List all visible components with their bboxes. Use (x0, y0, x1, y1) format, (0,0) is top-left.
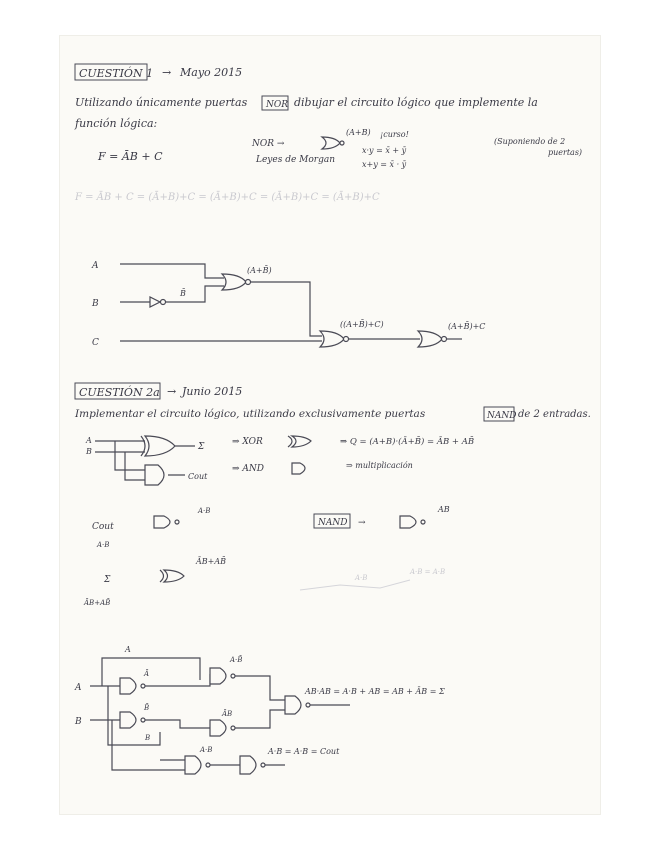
q1-nor-gate (322, 137, 340, 149)
q1-not-gate (150, 297, 160, 307)
q1-nor-gate-1 (222, 274, 246, 290)
q1-statement-1: Utilizando únicamente puertas (75, 96, 248, 109)
q1-nor-gate-2 (320, 331, 344, 347)
q1-nor-note: ¡curso! (380, 130, 409, 139)
q2-and-icon (292, 463, 305, 474)
q1-nor-bubble-2 (344, 337, 349, 342)
q2-and-gate (145, 465, 164, 485)
q2-final-nand-7 (240, 756, 256, 774)
q2-nand-def-bubble (421, 520, 425, 524)
q1-nor-out: (A+B) (346, 128, 371, 137)
q2-nand: NAND (487, 411, 517, 421)
q2-final-nand-4-bubble (231, 726, 235, 730)
q2-ha-wires (95, 441, 145, 480)
q2-cout-gate-out: A·B (198, 507, 211, 515)
q2-cout-value: A·B (97, 541, 110, 549)
q1-wire-a (120, 264, 224, 278)
q2-and-note: ⇒ multiplicación (346, 461, 413, 470)
q2-xor-icon-curve (288, 436, 292, 447)
q1-assume-1: (Suponiendo de 2 (494, 137, 566, 146)
q2-sum-gate (164, 570, 184, 582)
q2-final-nand-3-bubble (231, 674, 235, 678)
q1-label-2: ((A+B̄)+C) (340, 320, 384, 329)
q2-faint-2: A·B = A·B (410, 568, 446, 576)
q2-and-label: ⇒ AND (232, 464, 264, 474)
q2-statement: Implementar el circuito lógico, utilizando exclusivamente puertas (75, 408, 426, 420)
q2-final-label-b: B (145, 734, 151, 742)
q2-nand-def-gate (400, 516, 416, 528)
q1-assume-2: puertas) (548, 148, 583, 157)
q2-final-input-b: B (75, 717, 82, 727)
q2-cout-nand (154, 516, 170, 528)
q2-final-sum: AB·AB = A·B + AB = AB + ĀB = Σ (305, 687, 445, 696)
q2-label: CUESTIÓN 2a (79, 386, 160, 399)
q1-morgan-label: Leyes de Morgan (256, 155, 336, 165)
q2-statement-end: de 2 entradas. (518, 409, 591, 420)
q1-nor-bubble-3 (442, 337, 447, 342)
q1-label-3: (A+B̄)+C (448, 322, 486, 331)
q1-nor-bubble-1 (246, 280, 251, 285)
q2-nand-def: NAND (318, 518, 348, 528)
q2-final-nand-2 (120, 712, 136, 728)
q1-nor-label: NOR → (252, 139, 285, 149)
q2-final-cout: A·B = A·B = Cout (268, 747, 340, 756)
q2-arrow: → (167, 385, 177, 398)
q2-sum-out: Σ (198, 442, 205, 452)
q2-xor-label: ⇒ XOR (232, 437, 263, 447)
q2-ha-input-a: A (86, 436, 92, 445)
q2-final-nand-1-bubble (141, 684, 145, 688)
q1-input-a: A (92, 261, 99, 271)
q2-sum-gate-out: ĀB+AB̄ (196, 557, 227, 566)
q2-final-wires-out (235, 676, 285, 728)
q2-final-label-bbar: B̄ (144, 704, 150, 712)
q1-label-bbar: B̄ (180, 289, 186, 298)
q1-wire-bbar (166, 286, 224, 302)
q2-final-label-ab: A·B (200, 746, 213, 754)
q2-final-label-ab2: ĀB (222, 710, 233, 718)
q1-statement-2: función lógica: (75, 117, 158, 130)
q2-final-input-a: A (75, 683, 82, 693)
q2-date: Junio 2015 (182, 385, 243, 398)
q1-input-b: B (92, 299, 99, 309)
q2-final-label-abbar: A·B̄ (230, 656, 243, 664)
q2-faint-1: A·B (355, 574, 368, 582)
q1-nor: NOR (266, 100, 289, 110)
q1-label-1: (A+B̄) (247, 266, 272, 275)
q2-xor-eq: ⇒ Q = (A+B)·(Ā+B̄) = ĀB + AB̄ (340, 437, 475, 447)
q2-cout-nand-bubble (175, 520, 179, 524)
q1-not-bubble (161, 300, 166, 305)
q1-morgan-1: x·y = x̄ + ȳ (362, 146, 407, 155)
q2-final-label-a: A (125, 645, 131, 654)
q1-wire-mid (251, 282, 322, 336)
q1-derivation: F = ĀB + C = (Ā+B)+C = (Ā+B)+C = (Ā+B)+C = (Ā+B)+C (75, 192, 380, 203)
q2-final-nand-3 (210, 668, 226, 684)
q2-final-nand-6-bubble (206, 763, 210, 767)
q2-cout-expr: Cout (92, 522, 114, 532)
q1-date: Mayo 2015 (180, 66, 243, 79)
q2-final-nand-5-bubble (306, 703, 310, 707)
q2-xor-gate (145, 436, 175, 456)
q2-final-wires-mid (145, 674, 210, 728)
q2-final-wires-cout (160, 760, 185, 770)
q2-final-nand-1 (120, 678, 136, 694)
q2-final-nand-4 (210, 720, 226, 736)
q2-xor-icon (292, 436, 311, 447)
q1-statement-1b: dibujar el circuito lógico que implemente la (294, 96, 538, 109)
q2-final-nand-7-bubble (261, 763, 265, 767)
q2-final-nand-5 (285, 696, 301, 714)
q2-ha-input-b: B (86, 447, 92, 456)
q2-sum-value: ĀB+AB̄ (84, 599, 111, 607)
q2-cout-out: Cout (188, 472, 208, 481)
q2-xor-curve (141, 436, 145, 456)
q1-nor-gate-3 (418, 331, 442, 347)
q2-nand-arrow: → (358, 518, 366, 528)
q2-nand-def-out: AB (438, 505, 450, 514)
q1-input-c: C (92, 338, 99, 348)
q2-final-label-abar: Ā (144, 670, 150, 678)
q2-final-nand-6 (185, 756, 201, 774)
q1-arrow: → (162, 66, 172, 79)
q1-morgan-2: x+y = x̄ · ȳ (362, 160, 407, 169)
q2-final-nand-2-bubble (141, 718, 145, 722)
q2-sum-expr: Σ (104, 575, 111, 585)
q2-sum-gate-curve (160, 570, 164, 582)
q1-label: CUESTIÓN 1 (79, 67, 154, 80)
q1-nor-bubble (340, 141, 344, 145)
q1-function: F = ĀB + C (98, 150, 163, 163)
